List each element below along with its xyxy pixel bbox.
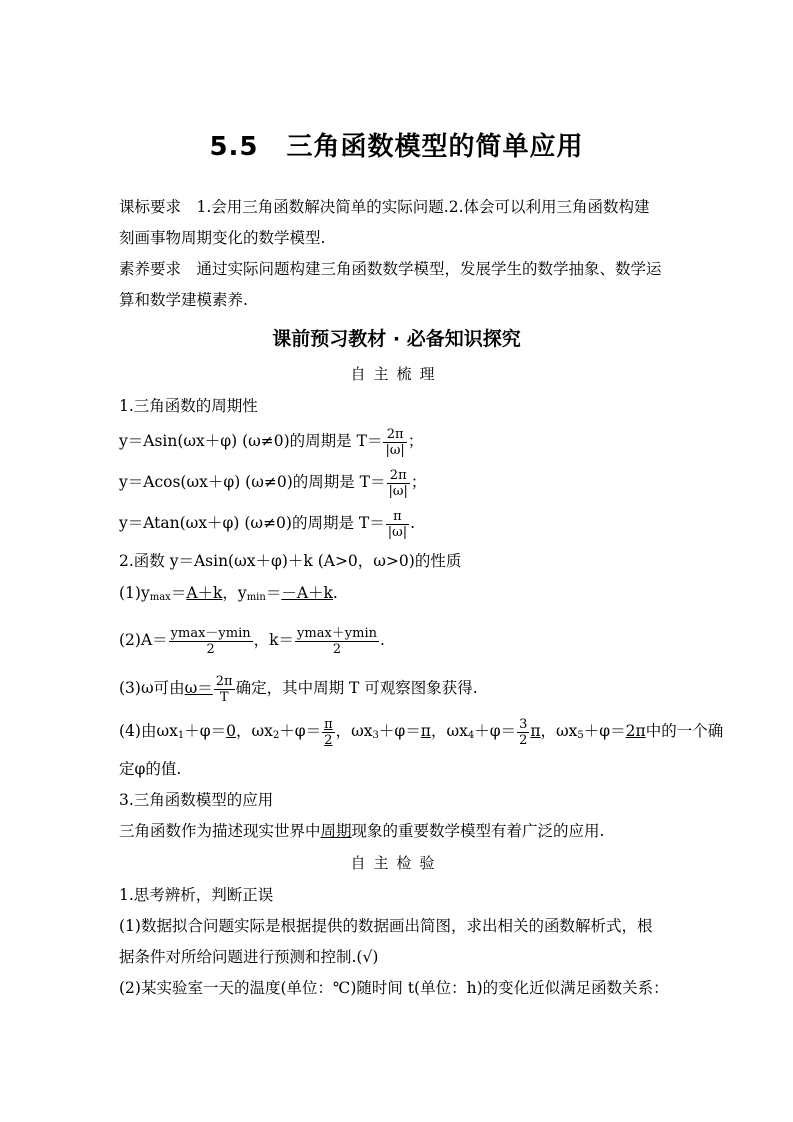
requirement-line: 课标要求 1.会用三角函数解决简单的实际问题.2.体会可以利用三角函数构建 (119, 198, 650, 216)
item-heading: 3.三角函数模型的应用 (119, 791, 274, 809)
question-line: (1)数据拟合问题实际是根据提供的数据画出简图，求出相关的函数解析式，根 (119, 917, 653, 935)
amplitude-line: (2)A＝ $\frac{ymax-ymin}{2}$ ，k＝ $\frac{ymax+ymin}{2}$ . (119, 625, 385, 657)
requirement-line: 刻画事物周期变化的数学模型. (119, 229, 326, 247)
max-min-line: $(1)y_{max}=A+k$，$y_{min}=-A+k$. (119, 584, 338, 603)
subsection-heading: 自主检验 (350, 854, 443, 872)
answer-blank: $\frac{\pi}{2}$ (324, 716, 333, 748)
answer-blank: $\frac{3}{2}$ π (519, 716, 541, 748)
section-number: 5.5 (209, 132, 259, 162)
literacy-line: 算和数学建模素养. (119, 291, 248, 309)
page-title (0, 126, 793, 163)
subsection-heading: 自主梳理 (350, 365, 443, 383)
period-sin-line: y＝Asin(ωx＋φ) (ω≠0)的周期是 T＝ $\frac{2\pi}{|\omega|}$ ； (119, 426, 424, 458)
literacy-line: 素养要求 通过实际问题构建三角函数数学模型，发展学生的数学抽象、数学运 (119, 260, 662, 278)
question-line: (2)某实验室一天的温度(单位：℃)随时间 t(单位：h)的变化近似满足函数关系： (119, 979, 669, 997)
fraction: $\frac{2\pi}{|\omega|}$ (385, 426, 405, 458)
section-title-text: 三角函数模型的简单应用 (286, 132, 584, 162)
fraction: $\frac{ymax+ymin}{2}$ (297, 625, 377, 657)
answer-blank: ω＝ $\frac{2\pi}{T}$ (184, 673, 233, 705)
item-heading: 1.三角函数的周期性 (119, 397, 258, 415)
period-tan-line: y＝Atan(ωx＋φ) (ω≠0)的周期是 T＝ $\frac{\pi}{|\omega|}$ . (119, 508, 416, 540)
item-heading: 1.思考辨析，判断正误 (119, 886, 274, 904)
answer-blank: π (420, 722, 431, 740)
answer-blank: 2π (625, 722, 646, 740)
answer-blank: －A＋k (281, 584, 333, 602)
answer-blank: 0 (226, 722, 236, 740)
fraction: $\frac{2\pi}{|\omega|}$ (388, 467, 408, 499)
item-heading: 2.函数 y＝Asin(ωx＋φ)＋k (A>0，ω>0)的性质 (119, 552, 462, 570)
section-heading: 课前预习教材 · 必备知识探究 (272, 328, 521, 350)
period-cos-line: y＝Acos(ωx＋φ) (ω≠0)的周期是 T＝ $\frac{2\pi}{|\omega|}$ ； (119, 467, 427, 499)
answer-blank: A＋k (186, 584, 223, 602)
answer-blank: 周期 (320, 822, 352, 840)
fraction: $\frac{\pi}{|\omega|}$ (387, 508, 408, 540)
omega-line: (3)ω可由ω＝ $\frac{2\pi}{T}$ 确定，其中周期 T 可观察图象获得. (119, 673, 478, 705)
phase-line-cont: 定φ的值. (119, 760, 182, 778)
application-line: 三角函数作为描述现实世界中周期现象的重要数学模型有着广泛的应用. (119, 822, 605, 840)
question-line: 据条件对所给问题进行预测和控制.(√) (119, 948, 379, 966)
phase-line: (4)由$\omega x_1+\varphi=0$，$\omega x_2+\varphi=$ $\frac{\pi}{2}$ ，$\omega x_3+\varphi=\pi$，$\omega x_4+\varphi=$ $\frac{3}{2}$ π，$\omega x_5+\varphi=2\pi$中的一个确 (119, 716, 724, 748)
fraction: $\frac{ymax-ymin}{2}$ (170, 625, 251, 657)
